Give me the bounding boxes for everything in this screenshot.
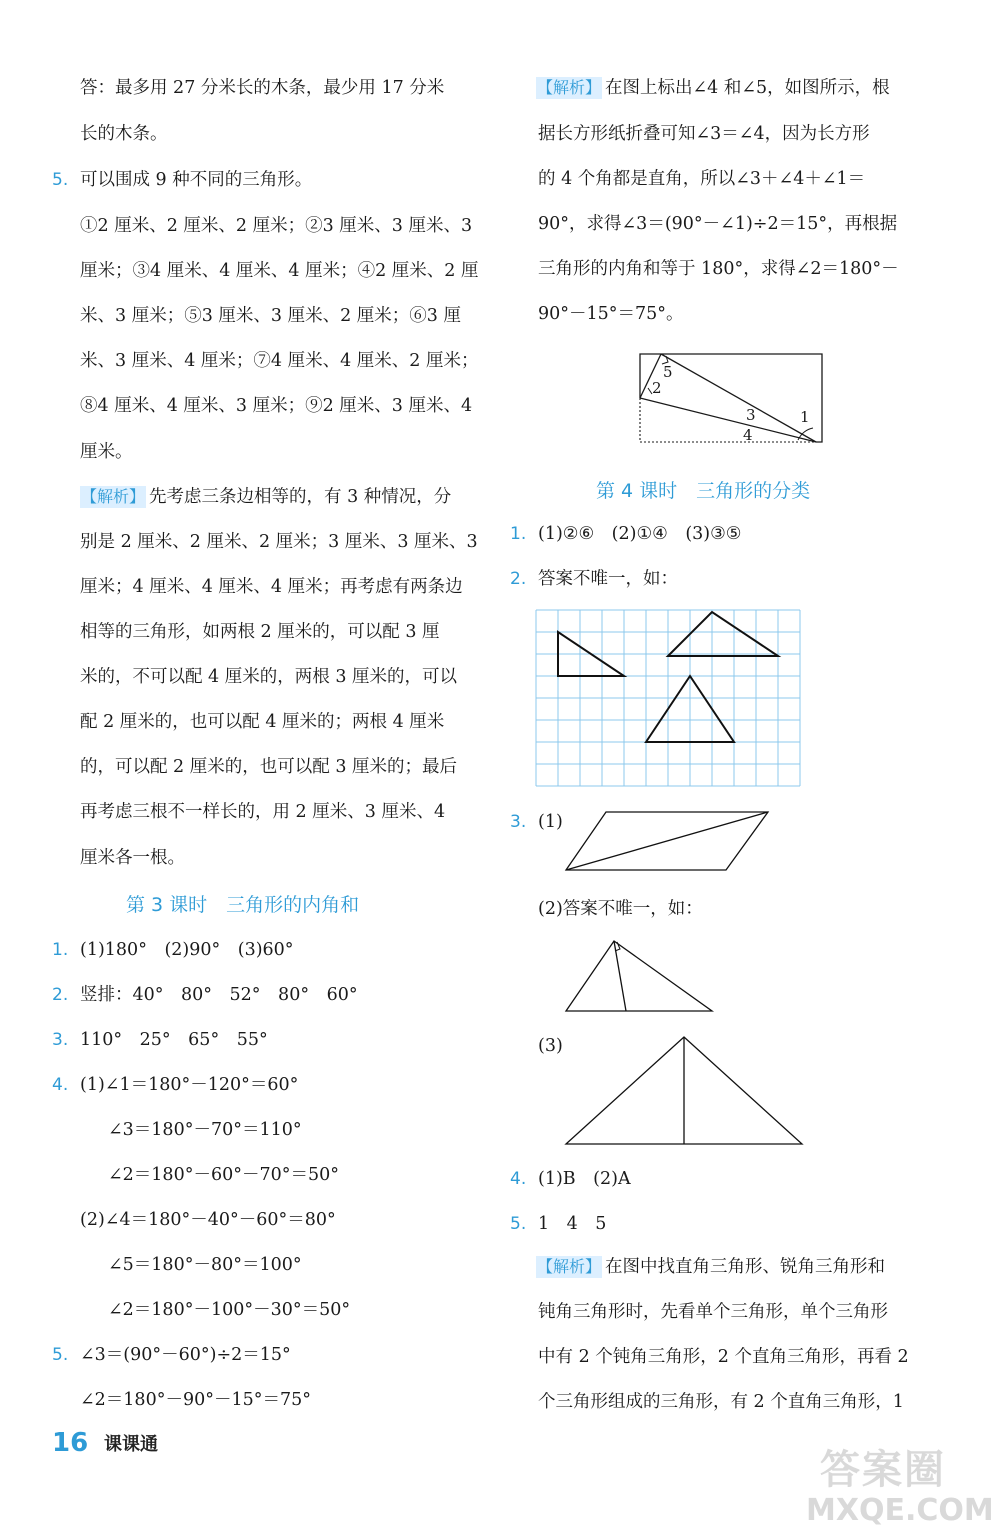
answer-line: ∠5＝180°－80°＝100° [108,1255,302,1275]
watermark-logo: 答案圈 [820,1447,946,1493]
answer-line: 答案不唯一，如： [538,569,678,589]
answer-line: (1) [538,812,563,832]
question-number: 4. [52,1075,69,1095]
angle-label: 5 [663,363,673,381]
watermark-url: MXQE.COM [806,1493,994,1528]
answer-line: (2)∠4＝180°－40°－60°＝80° [80,1210,336,1230]
analysis-line: 的，可以配 2 厘米的，也可以配 3 厘米的；最后 [80,757,458,777]
lesson-heading: 第 3 课时 三角形的内角和 [126,894,360,916]
question-number: 2. [52,985,69,1005]
triangle-height-figure [564,1034,804,1146]
question-number: 1. [52,940,69,960]
angle-label: 4 [743,426,753,444]
analysis-line: 据长方形纸折叠可知∠3＝∠4，因为长方形 [538,124,870,144]
answer-line: 米、3 厘米、4 厘米；⑦4 厘米、4 厘米、2 厘米； [80,351,479,371]
question-number: 2. [510,569,527,589]
answer-line: 竖排：40° 80° 52° 80° 60° [80,985,358,1005]
answer-line: 厘米。 [80,442,133,462]
answer-line: (1)180° (2)90° (3)60° [80,940,294,960]
answer-line: 长的木条。 [80,124,168,144]
answer-line: 答：最多用 27 分米长的木条，最少用 17 分米 [80,78,445,98]
analysis-tag: 【解析】 [81,487,146,506]
analysis-line: 配 2 厘米的，也可以配 4 厘米的；两根 4 厘米 [80,712,445,732]
answer-line: (3) [538,1036,563,1056]
question-number: 5. [52,1345,69,1365]
triangle-split-figure [564,938,714,1014]
analysis-line: 【解析】 在图上标出∠4 和∠5，如图所示，根 [537,78,890,98]
analysis-line: 90°，求得∠3＝(90°－∠1)÷2＝15°，再根据 [538,214,898,234]
analysis-line: 三角形的内角和等于 180°，求得∠2＝180°－ [538,259,899,279]
answer-line: ∠2＝180°－60°－70°＝50° [108,1165,340,1185]
analysis-line: 【解析】 在图中找直角三角形、锐角三角形和 [537,1257,886,1277]
analysis-line: 90°－15°＝75°。 [538,304,684,324]
angle-label: 1 [800,408,810,426]
analysis-tag: 【解析】 [537,78,602,97]
grid-triangles-figure [536,610,800,786]
page-number: 16 [52,1428,89,1458]
analysis-line: 再考虑三根不一样长的，用 2 厘米、3 厘米、4 [80,802,446,822]
question-number: 1. [510,524,527,544]
answer-line: 米、3 厘米；⑤3 厘米、3 厘米、2 厘米；⑥3 厘 [80,306,461,326]
answer-line: ⑧4 厘米、4 厘米、3 厘米；⑨2 厘米、3 厘米、4 [80,396,473,416]
question-number: 3. [52,1030,69,1050]
answer-line: ①2 厘米、2 厘米、2 厘米；②3 厘米、3 厘米、3 [80,216,473,236]
analysis-tag: 【解析】 [537,1257,602,1276]
analysis-line: 厘米各一根。 [80,848,185,868]
answer-line: (1)B (2)A [538,1169,631,1189]
analysis-line: 的 4 个角都是直角，所以∠3＋∠4＋∠1＝ [538,169,866,189]
analysis-line: 米的，不可以配 4 厘米的，两根 3 厘米的，可以 [80,667,458,687]
analysis-line: 别是 2 厘米、2 厘米、2 厘米；3 厘米、3 厘米、3 [80,532,478,552]
parallelogram-figure [564,808,774,872]
answer-line: 可以围成 9 种不同的三角形。 [80,170,313,190]
brand-name: 课课通 [104,1434,158,1455]
answer-line: ∠3＝(90°－60°)÷2＝15° [80,1345,291,1365]
analysis-line: 厘米；4 厘米、4 厘米、4 厘米；再考虑有两条边 [80,577,463,597]
angle-label: 2 [652,379,662,397]
analysis-line: 相等的三角形，如两根 2 厘米的，可以配 3 厘 [80,622,440,642]
answer-line: (2)答案不唯一，如： [538,899,703,919]
question-number: 3. [510,812,527,832]
analysis-line: 钝角三角形时，先看单个三角形，单个三角形 [538,1302,888,1322]
question-number: 4. [510,1169,527,1189]
folded-rectangle-figure [638,350,828,446]
answer-line: ∠2＝180°－90°－15°＝75° [80,1390,312,1410]
lesson-heading: 第 4 课时 三角形的分类 [596,480,811,502]
answer-line: 110° 25° 65° 55° [80,1030,268,1050]
question-number: 5. [510,1214,527,1234]
answer-line: (1)②⑥ (2)①④ (3)③⑤ [538,524,742,544]
analysis-line: 【解析】 先考虑三条边相等的，有 3 种情况，分 [81,487,452,507]
answer-line: 1 4 5 [538,1214,607,1234]
analysis-line: 中有 2 个钝角三角形，2 个直角三角形，再看 2 [538,1347,909,1367]
answer-line: ∠2＝180°－100°－30°＝50° [108,1300,351,1320]
answer-line: ∠3＝180°－70°＝110° [108,1120,302,1140]
angle-label: 3 [746,406,756,424]
analysis-line: 个三角形组成的三角形，有 2 个直角三角形，1 [538,1392,904,1412]
answer-line: (1)∠1＝180°－120°＝60° [80,1075,299,1095]
answer-line: 厘米；③4 厘米、4 厘米、4 厘米；④2 厘米、2 厘 [80,261,479,281]
question-number: 5. [52,170,69,190]
